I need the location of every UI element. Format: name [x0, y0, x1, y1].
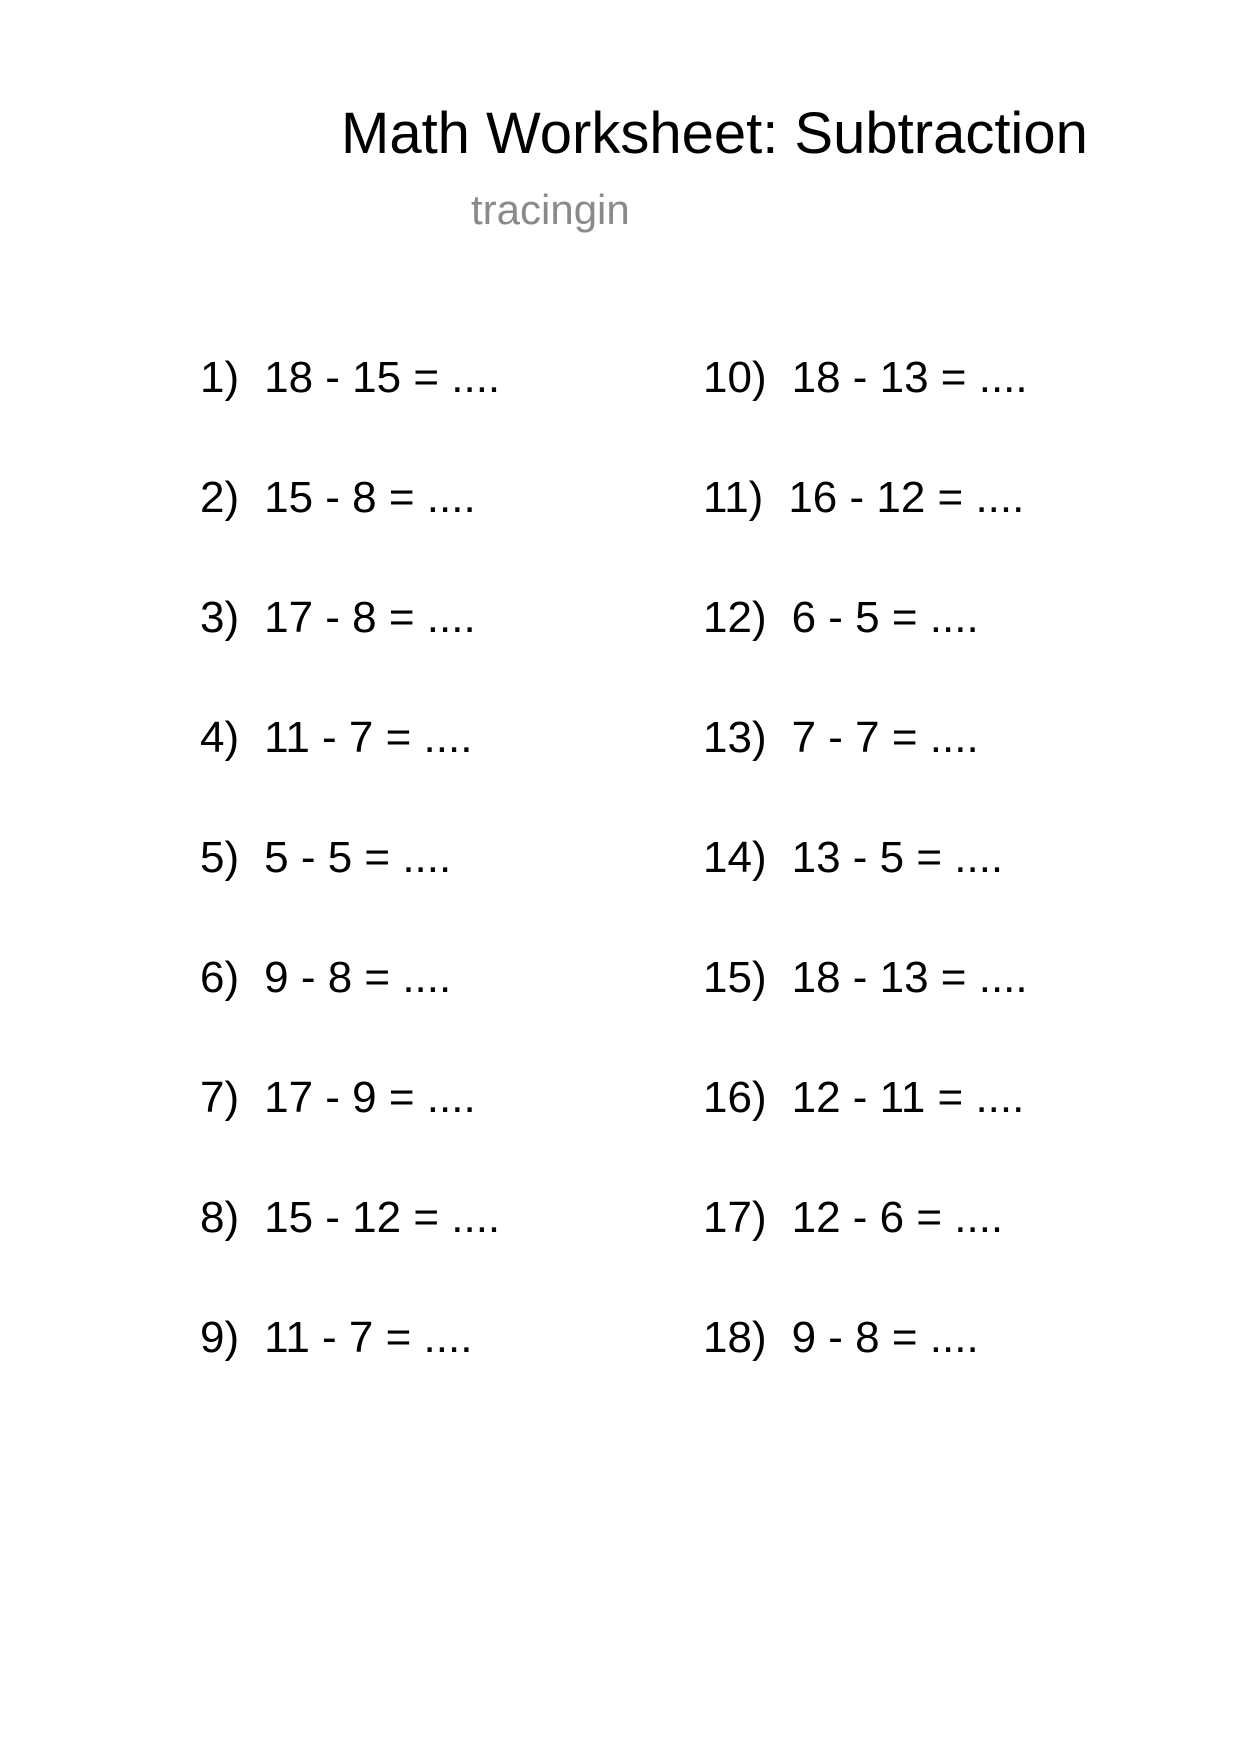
problem-expression: 17 - 8 = ....	[264, 593, 476, 642]
problem-item	[200, 1072, 500, 1192]
problem-item	[200, 592, 500, 712]
problem-expression: 15 - 8 = ....	[264, 473, 476, 522]
problem-expression: 11 - 7 = ....	[264, 1313, 473, 1362]
problem-item	[200, 1312, 500, 1432]
problem-item	[703, 472, 1028, 592]
problem-expression: 18 - 15 = ....	[264, 353, 501, 402]
problem-expression: 12 - 11 = ....	[791, 1073, 1025, 1122]
problem-number: 6)	[200, 953, 240, 1002]
problem-number: 10)	[703, 353, 767, 402]
problem-expression: 9 - 8 = ....	[791, 1313, 979, 1362]
problem-number: 9)	[200, 1313, 240, 1362]
problem-number: 17)	[703, 1193, 767, 1242]
problem-number: 11)	[703, 473, 764, 522]
problem-number: 1)	[200, 353, 240, 402]
problem-number: 7)	[200, 1073, 240, 1122]
problem-item	[703, 592, 1028, 712]
problems-right-column	[703, 352, 1028, 1432]
worksheet-title: Math Worksheet: Subtraction	[341, 101, 1088, 166]
problem-number: 12)	[703, 593, 767, 642]
worksheet-subtitle: tracingin	[471, 186, 630, 233]
problem-expression: 9 - 8 = ....	[264, 953, 452, 1002]
problem-item	[703, 952, 1028, 1072]
problem-item	[703, 1312, 1028, 1432]
problem-item	[200, 952, 500, 1072]
problem-number: 2)	[200, 473, 240, 522]
problem-expression: 15 - 12 = ....	[264, 1193, 501, 1242]
problem-expression: 18 - 13 = ....	[791, 353, 1028, 402]
problem-number: 15)	[703, 953, 767, 1002]
problem-expression: 12 - 6 = ....	[791, 1193, 1004, 1242]
problem-expression: 13 - 5 = ....	[791, 833, 1004, 882]
problem-item	[703, 352, 1028, 472]
problems-left-column	[200, 352, 500, 1432]
problem-expression: 6 - 5 = ....	[791, 593, 979, 642]
problem-item	[703, 1072, 1028, 1192]
problem-number: 3)	[200, 593, 240, 642]
problem-item	[703, 712, 1028, 832]
problem-number: 14)	[703, 833, 767, 882]
problem-expression: 18 - 13 = ....	[791, 953, 1028, 1002]
problem-expression: 7 - 7 = ....	[791, 713, 979, 762]
problem-number: 16)	[703, 1073, 767, 1122]
problem-item	[200, 712, 500, 832]
problem-expression: 5 - 5 = ....	[264, 833, 452, 882]
problem-expression: 17 - 9 = ....	[264, 1073, 476, 1122]
problem-expression: 16 - 12 = ....	[788, 473, 1025, 522]
problem-item	[200, 832, 500, 952]
problem-item	[703, 832, 1028, 952]
problem-number: 13)	[703, 713, 767, 762]
problem-number: 18)	[703, 1313, 767, 1362]
problem-number: 8)	[200, 1193, 240, 1242]
problem-item	[200, 1192, 500, 1312]
problem-number: 5)	[200, 833, 240, 882]
problem-item	[703, 1192, 1028, 1312]
problem-number: 4)	[200, 713, 240, 762]
problem-item	[200, 472, 500, 592]
problem-item	[200, 352, 500, 472]
problem-expression: 11 - 7 = ....	[264, 713, 473, 762]
